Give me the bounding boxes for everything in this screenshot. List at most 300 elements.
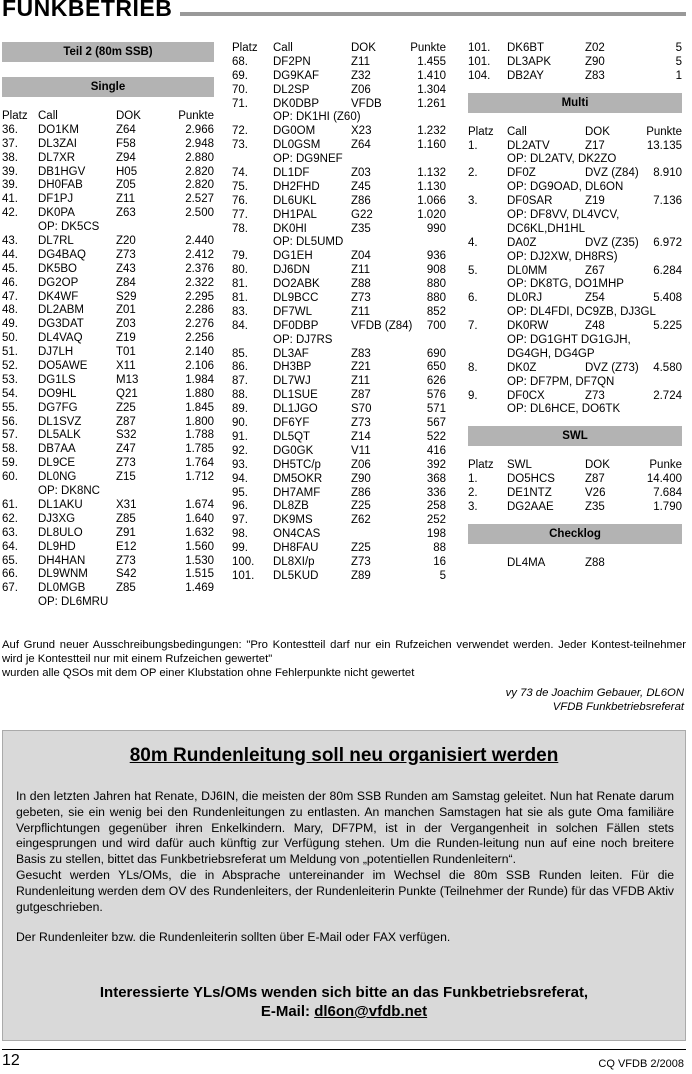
- rank-cell: 89.: [232, 403, 248, 416]
- results-column-1: [2, 42, 214, 610]
- rank-cell: 85.: [232, 347, 248, 360]
- operator-row: [2, 485, 214, 499]
- dok-cell: Z11: [351, 55, 370, 68]
- cta-line-1: Interessierte YLs/OMs wenden sich bitte an das Funkbetriebsreferat,: [99, 984, 589, 1001]
- points-cell: 852: [426, 305, 446, 318]
- table-row: [2, 513, 214, 527]
- rank-cell: 98.: [232, 528, 248, 541]
- points-cell: 1.020: [417, 208, 446, 221]
- call-cell: DH8FAU: [273, 542, 319, 555]
- points-cell: 990: [426, 222, 446, 235]
- rank-cell: 62.: [2, 512, 18, 525]
- operator-text: OP: DL6MRU: [38, 596, 109, 609]
- dok-cell: Z64: [116, 123, 136, 136]
- rank-cell: 54.: [2, 387, 18, 400]
- call-cell: DB1HGV: [38, 165, 86, 178]
- dok-cell: Z89: [351, 569, 371, 582]
- points-cell: 6.284: [653, 264, 682, 277]
- call-cell: DL5QT: [273, 430, 311, 443]
- call-cell: DL0RJ: [507, 292, 543, 305]
- call-cell: DK0PA: [38, 207, 75, 220]
- rank-cell: 2.: [468, 167, 478, 180]
- points-cell: 2.295: [185, 290, 214, 303]
- call-cell: DH7AMF: [273, 486, 321, 499]
- rank-cell: 64.: [2, 540, 18, 553]
- table-header: Platz Call DOK Punkte: [2, 110, 214, 122]
- operator-text: OP: DF8VV, DL4VCV,: [507, 209, 620, 222]
- table-row: [232, 542, 446, 556]
- operator-text: OP: DL6HCE, DO6TK: [507, 403, 621, 416]
- paragraph: Gesucht werden YLs/OMs, die in Absprache untereinander im Wechsel die 80m SSB Runden leiten. Für die Rundenleitung werden dem OV des Rundenleiters, der Rundenleiterin Punkte (Teilnehmer der Runde) für das VFDB Aktiv gutgeschrieben.: [16, 867, 674, 914]
- issue-label: CQ VFDB 2/2008: [598, 1058, 684, 1070]
- bar-checklog: Checklog: [468, 524, 682, 544]
- points-cell: 1.984: [185, 373, 214, 386]
- rank-cell: 1.: [468, 473, 478, 486]
- call-cell: DH1PAL: [273, 208, 317, 221]
- dok-cell: Z73: [351, 417, 371, 430]
- rank-cell: 45.: [2, 262, 18, 275]
- dok-cell: Z32: [351, 69, 371, 82]
- rank-cell: 86.: [232, 361, 248, 374]
- rank-cell: 9.: [468, 389, 478, 402]
- rank-cell: 51.: [2, 346, 18, 359]
- dok-cell: T01: [116, 346, 136, 359]
- dok-cell: Z45: [351, 180, 371, 193]
- table-row: [232, 167, 446, 181]
- operator-row: [2, 596, 214, 610]
- call-cell: DO1KM: [38, 123, 79, 136]
- call-cell: DG3DAT: [38, 318, 84, 331]
- dok-cell: DVZ (Z35): [585, 236, 639, 249]
- points-cell: 5.408: [653, 292, 682, 305]
- call-cell: DL1SVZ: [38, 415, 82, 428]
- announcement-body: [16, 789, 674, 946]
- call-cell: DG2AAE: [507, 501, 554, 514]
- points-cell: 252: [426, 514, 446, 527]
- dok-cell: Z11: [116, 193, 135, 206]
- call-cell: DL4MA: [507, 556, 546, 569]
- dok-cell: Z15: [116, 471, 136, 484]
- operator-row: [468, 376, 682, 390]
- table-header: Platz Call DOK Punkte: [468, 125, 682, 138]
- call-cell: DL1DF: [273, 167, 310, 180]
- dok-cell: Z63: [116, 207, 136, 220]
- rank-cell: 60.: [2, 471, 18, 484]
- call-cell: DG7FG: [38, 401, 78, 414]
- footer-rule: [2, 1049, 686, 1050]
- points-cell: 2.106: [185, 360, 214, 373]
- rank-cell: 61.: [2, 498, 18, 511]
- dok-cell: Z90: [351, 472, 371, 485]
- points-cell: 2.440: [185, 235, 214, 248]
- call-cell: DG0OM: [273, 125, 316, 138]
- rank-cell: 7.: [468, 320, 478, 333]
- points-cell: 690: [426, 347, 446, 360]
- results-column-2: [232, 42, 446, 584]
- table-row: [232, 431, 446, 445]
- call-cell: DL0MGB: [38, 582, 86, 595]
- table-row: [2, 527, 214, 541]
- call-cell: DK0Z: [507, 361, 537, 374]
- points-cell: 1.515: [185, 568, 214, 581]
- table-row: [2, 555, 214, 569]
- operator-text: OP: DK8TG, DO1MHP: [507, 278, 624, 291]
- signature-office: VFDB Funkbetriebsreferat: [552, 701, 684, 713]
- points-cell: [635, 557, 682, 571]
- dok-cell: Z47: [116, 443, 136, 456]
- table-row: [232, 70, 446, 84]
- table-row: [468, 167, 682, 181]
- table-row: [2, 471, 214, 485]
- dok-cell: Z01: [116, 304, 136, 317]
- table-row: [232, 445, 446, 459]
- points-cell: 2.880: [185, 151, 214, 164]
- table-row: [2, 291, 214, 305]
- dok-cell: Z20: [116, 235, 136, 248]
- points-cell: 2.724: [653, 389, 682, 402]
- rank-cell: 104.: [468, 69, 491, 82]
- points-cell: 1.132: [417, 167, 446, 180]
- rank-cell: 5.: [468, 264, 478, 277]
- dok-cell: Z64: [351, 139, 371, 152]
- rank-cell: 52.: [2, 360, 18, 373]
- call-cell: DM5OKR: [273, 472, 323, 485]
- points-cell: 16: [433, 555, 446, 568]
- rank-cell: 49.: [2, 318, 18, 331]
- points-cell: 1.880: [185, 387, 214, 400]
- dok-cell: S42: [116, 568, 137, 581]
- points-cell: 2.820: [185, 179, 214, 192]
- points-cell: 2.322: [185, 276, 214, 289]
- call-cell: DE1NTZ: [507, 487, 552, 500]
- points-cell: 1.469: [185, 582, 214, 595]
- dok-cell: DVZ (Z84): [585, 167, 639, 180]
- points-cell: 416: [426, 444, 446, 457]
- table-row: [232, 306, 446, 320]
- table-row: [232, 417, 446, 431]
- dok-cell: Z62: [351, 514, 371, 527]
- rank-cell: 3.: [468, 195, 478, 208]
- points-cell: 2.966: [185, 123, 214, 136]
- rank-cell: 57.: [2, 429, 18, 442]
- points-cell: 1.066: [417, 194, 446, 207]
- rank-cell: 55.: [2, 401, 18, 414]
- points-cell: 1.160: [417, 139, 446, 152]
- call-cell: DJ7LH: [38, 346, 74, 359]
- rank-cell: 99.: [232, 542, 248, 555]
- call-cell: DL2ATV: [507, 139, 550, 152]
- dok-cell: Z11: [351, 375, 370, 388]
- dok-cell: Q21: [116, 387, 138, 400]
- operator-row: [468, 278, 682, 292]
- dok-cell: S32: [116, 429, 137, 442]
- call-cell: DL2SP: [273, 83, 310, 96]
- call-cell: DG9KAF: [273, 69, 320, 82]
- points-cell: 1.764: [185, 457, 214, 470]
- points-cell: 1.130: [417, 180, 446, 193]
- points-cell: 8.910: [653, 167, 682, 180]
- rank-cell: 77.: [232, 208, 248, 221]
- call-cell: DF0SAR: [507, 195, 553, 208]
- operator-row: [468, 403, 682, 417]
- paragraph: In den letzten Jahren hat Renate, DJ6IN, die meisten der 80m SSB Runden am Samstag geleitet. Nun hat Renate darum gebeten, sie ein wenig bei den Rundenleitungen zu entlasten. An manchen Samstagen hat sie als gute Oma familiäre Verpflichtungen gegenüber ihren Enkelkindern. Mary, DF7PM, ist in der Vergangenheit in solchen Fällen stets eingesprungen und wird dafür auch künftig zur Verfügung stehen. Um die Runden-leitung nun auf eine noch breitere Basis zu stellen, bittet das Funkbetriebsreferat um Meldung von „potentiellen Rundenleitern“.: [16, 789, 674, 867]
- call-cell: DL2ABM: [38, 304, 85, 317]
- announcement-box: [2, 730, 686, 1041]
- operator-row: [232, 111, 446, 125]
- table-row: [2, 457, 214, 471]
- points-cell: 880: [426, 292, 446, 305]
- call-cell: DL4VAQ: [38, 332, 83, 345]
- points-cell: 2.500: [185, 207, 214, 220]
- table-row: [468, 362, 682, 376]
- call-cell: DH3BP: [273, 361, 312, 374]
- dok-cell: Z06: [351, 458, 371, 471]
- call-cell: DL3ZAI: [38, 137, 77, 150]
- dok-cell: Z35: [351, 222, 371, 235]
- call-cell: DL1SUE: [273, 389, 318, 402]
- rank-cell: 2.: [468, 487, 478, 500]
- call-cell: DK4WF: [38, 290, 79, 303]
- dok-cell: Z11: [351, 305, 370, 318]
- table-row: [232, 181, 446, 195]
- rank-cell: 43.: [2, 235, 18, 248]
- dok-cell: Z83: [351, 347, 371, 360]
- operator-row: [468, 223, 682, 237]
- table-row: [232, 389, 446, 403]
- dok-cell: Z02: [585, 42, 605, 54]
- table-row: [232, 375, 446, 389]
- rank-cell: 36.: [2, 123, 18, 136]
- rank-cell: 53.: [2, 373, 18, 386]
- operator-text: OP: DG9OAD, DL6ON: [507, 181, 624, 194]
- operator-text: OP: DL2ATV, DK2ZO: [507, 153, 617, 166]
- dok-cell: Z85: [116, 582, 136, 595]
- dok-cell: Z11: [351, 264, 370, 277]
- dok-cell: H05: [116, 165, 138, 178]
- rank-cell: 73.: [232, 139, 248, 152]
- results-list: [2, 124, 214, 610]
- rank-cell: 1.: [468, 139, 478, 152]
- points-cell: 14.400: [646, 473, 682, 486]
- dok-cell: Z73: [585, 389, 605, 402]
- rank-cell: 72.: [232, 125, 248, 138]
- cta-prefix: E-Mail:: [260, 1003, 315, 1020]
- table-row: [468, 195, 682, 209]
- call-cell: DL9WNM: [38, 568, 88, 581]
- call-cell: DL7XR: [38, 151, 76, 164]
- table-row: [2, 402, 214, 416]
- dok-cell: S29: [116, 290, 137, 303]
- table-row: [232, 292, 446, 306]
- call-cell: DA0Z: [507, 236, 537, 249]
- table-row: [232, 139, 446, 153]
- dok-cell: Z21: [351, 361, 371, 374]
- rank-cell: 47.: [2, 290, 18, 303]
- rules-note: [2, 638, 686, 681]
- points-cell: 1.304: [417, 83, 446, 96]
- table-row: [232, 223, 446, 237]
- rank-cell: 50.: [2, 332, 18, 345]
- rank-cell: 80.: [232, 264, 248, 277]
- paragraph: Der Rundenleiter bzw. die Rundenleiterin sollten über E-Mail oder FAX verfügen.: [16, 930, 451, 945]
- table-row: [2, 416, 214, 430]
- table-row: [2, 582, 214, 596]
- call-cell: DL8ZB: [273, 500, 309, 513]
- table-row: [232, 459, 446, 473]
- results-list: [232, 56, 446, 584]
- dok-cell: Z90: [585, 55, 605, 68]
- points-cell: 1.640: [185, 512, 214, 525]
- call-cell: DK9MS: [273, 514, 313, 527]
- dok-cell: Z86: [351, 194, 371, 207]
- call-cell: DF0CX: [507, 389, 545, 402]
- rank-cell: 75.: [232, 180, 248, 193]
- points-cell: 2.276: [185, 318, 214, 331]
- call-cell: DG1LS: [38, 373, 76, 386]
- table-row: [2, 235, 214, 249]
- dok-cell: Z25: [351, 500, 371, 513]
- dok-cell: Z48: [585, 320, 605, 333]
- dok-cell: Z03: [351, 167, 371, 180]
- rank-cell: 71.: [232, 97, 248, 110]
- signature: [506, 686, 684, 714]
- table-row: [232, 278, 446, 292]
- points-cell: 1.788: [185, 429, 214, 442]
- rank-cell: 97.: [232, 514, 248, 527]
- call-cell: DK5BO: [38, 262, 77, 275]
- heading-rule: [180, 12, 686, 16]
- dok-cell: Z73: [116, 457, 136, 470]
- table-row: [2, 193, 214, 207]
- points-cell: 7.684: [653, 487, 682, 500]
- rank-cell: 8.: [468, 361, 478, 374]
- points-cell: 1: [675, 69, 682, 82]
- email-link[interactable]: dl6on@vfdb.net: [314, 1003, 428, 1020]
- rank-cell: 84.: [232, 319, 248, 332]
- table-row: [232, 209, 446, 223]
- table-row: [232, 556, 446, 570]
- points-cell: 336: [426, 486, 446, 499]
- rank-cell: 68.: [232, 55, 248, 68]
- table-row: [2, 152, 214, 166]
- points-cell: 650: [426, 361, 446, 374]
- bar-single: Single: [2, 77, 214, 97]
- dok-cell: X11: [116, 360, 136, 373]
- dok-cell: VFDB: [351, 97, 382, 110]
- rank-cell: 91.: [232, 430, 248, 443]
- rank-cell: 87.: [232, 375, 248, 388]
- rank-cell: 101.: [232, 569, 255, 582]
- points-cell: 6.972: [653, 236, 682, 249]
- points-cell: 1.632: [185, 526, 214, 539]
- points-cell: 4.580: [653, 361, 682, 374]
- points-cell: 936: [426, 250, 446, 263]
- table-row: [2, 374, 214, 388]
- points-cell: 2.256: [185, 332, 214, 345]
- operator-row: [468, 251, 682, 265]
- operator-text: OP: DK1HI (Z60): [273, 111, 361, 124]
- table-row: [468, 557, 682, 571]
- call-cell: DF0Z: [507, 167, 536, 180]
- operator-text: OP: DG1GHT DG1GJH,: [507, 334, 631, 347]
- bar-part: Teil 2 (80m SSB): [2, 42, 214, 62]
- points-cell: 2.948: [185, 137, 214, 150]
- points-cell: 1.790: [653, 501, 682, 514]
- points-cell: 2.527: [185, 193, 214, 206]
- dok-cell: Z73: [116, 554, 136, 567]
- call-cell: DO5AWE: [38, 360, 88, 373]
- call-cell: DF1PJ: [38, 193, 74, 206]
- dok-cell: M13: [116, 373, 139, 386]
- dok-cell: Z85: [116, 512, 136, 525]
- operator-row: [468, 209, 682, 223]
- dok-cell: Z14: [351, 430, 371, 443]
- call-cell: DL0NG: [38, 471, 77, 484]
- points-cell: 7.136: [653, 195, 682, 208]
- call-cell: DJ6DN: [273, 264, 311, 277]
- rank-cell: 96.: [232, 500, 248, 513]
- rank-cell: 39.: [2, 179, 18, 192]
- table-row: [232, 348, 446, 362]
- swl-list: [468, 473, 682, 515]
- call-cell: DL8XI/p: [273, 555, 315, 568]
- points-cell: 2.140: [185, 346, 214, 359]
- operator-text: OP: DG9NEF: [273, 153, 343, 166]
- dok-cell: Z73: [351, 555, 371, 568]
- points-cell: 700: [426, 319, 446, 332]
- bar-swl: SWL: [468, 426, 682, 446]
- table-row: [2, 499, 214, 513]
- table-row: [2, 346, 214, 360]
- cta-line-2: [3, 1002, 685, 1021]
- table-row: [2, 541, 214, 555]
- table-row: [468, 501, 682, 515]
- rank-cell: 95.: [232, 486, 248, 499]
- bar-multi: Multi: [468, 93, 682, 113]
- call-cell: DL9BCC: [273, 292, 319, 305]
- announcement-title: 80m Rundenleitung soll neu organisiert werden: [129, 745, 559, 766]
- operator-text: OP: DL5UMD: [273, 236, 344, 249]
- table-row: [468, 292, 682, 306]
- table-row: [468, 237, 682, 251]
- call-cell: DH4HAN: [38, 554, 86, 567]
- points-cell: 2.286: [185, 304, 214, 317]
- rank-cell: 78.: [232, 222, 248, 235]
- points-cell: 13.135: [646, 139, 682, 152]
- points-cell: 5: [675, 42, 682, 54]
- table-row: [2, 429, 214, 443]
- table-row: [232, 514, 446, 528]
- call-cell: DJ3XG: [38, 512, 76, 525]
- rank-cell: 66.: [2, 568, 18, 581]
- rank-cell: [468, 557, 507, 571]
- rank-cell: 93.: [232, 458, 248, 471]
- operator-row: [232, 153, 446, 167]
- table-row: [468, 265, 682, 279]
- table-row: [232, 487, 446, 501]
- call-cell: DG2OP: [38, 276, 79, 289]
- points-cell: 258: [426, 500, 446, 513]
- points-cell: 1.674: [185, 498, 214, 511]
- rank-cell: 101.: [468, 42, 491, 54]
- rank-cell: 42.: [2, 207, 18, 220]
- dok-cell: Z88: [585, 556, 605, 569]
- rank-cell: 74.: [232, 167, 248, 180]
- call-cell: DK0HI: [273, 222, 307, 235]
- rank-cell: 70.: [232, 83, 248, 96]
- rank-cell: 94.: [232, 472, 248, 485]
- table-row: [232, 403, 446, 417]
